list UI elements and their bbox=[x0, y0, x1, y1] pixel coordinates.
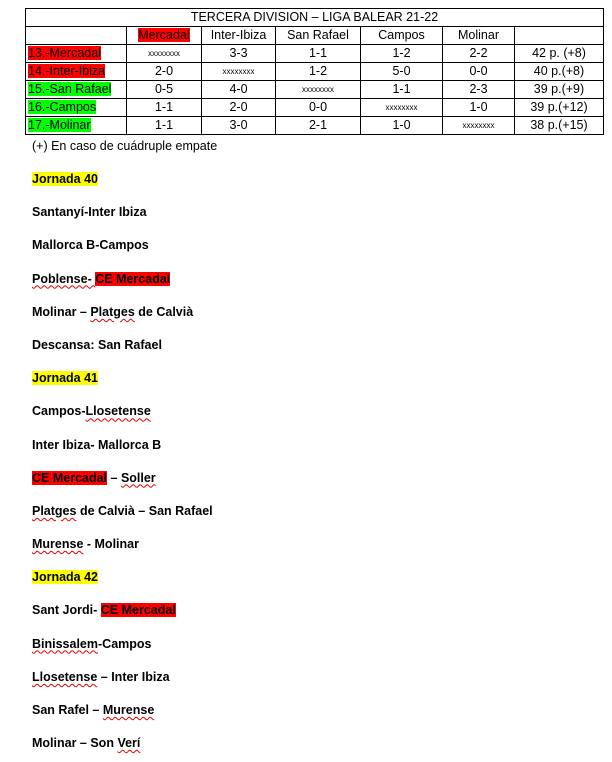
fixture bbox=[32, 438, 612, 453]
fixture-text: Santanyí-Inter Ibiza bbox=[32, 205, 147, 220]
fixture-text: Binissalem bbox=[32, 636, 99, 651]
fixture-text: Platges bbox=[90, 304, 135, 319]
fixture-text: Mallorca B-Campos bbox=[32, 238, 149, 253]
team-name: San Rafael bbox=[49, 82, 112, 96]
fixture bbox=[32, 603, 612, 618]
team-cell bbox=[26, 63, 127, 81]
round-heading bbox=[32, 570, 612, 585]
table-row bbox=[26, 81, 604, 99]
fixture-text: Jornada 41 bbox=[32, 371, 99, 386]
team-name: Inter-Ibiza bbox=[49, 64, 106, 78]
fixture-text: Murense bbox=[102, 703, 155, 717]
fixture-text: Molinar – bbox=[32, 304, 91, 319]
row-number: 15.- bbox=[28, 82, 50, 96]
fixture-text: Jornada 40 bbox=[32, 172, 99, 186]
score-cell: xxxxxxxx bbox=[443, 117, 515, 135]
row-number: 14.- bbox=[28, 64, 50, 78]
fixture-text: Molinar – Son bbox=[32, 736, 118, 751]
points-cell: 38 p.(+15) bbox=[515, 117, 604, 135]
fixture bbox=[32, 504, 612, 519]
team-cell bbox=[26, 81, 127, 99]
header-molinar: Molinar bbox=[443, 27, 515, 45]
score-cell: 2-0 bbox=[202, 99, 276, 117]
score-cell: 1-1 bbox=[276, 45, 361, 63]
row-number: 13.- bbox=[28, 46, 50, 60]
fixture-text: -Campos bbox=[98, 636, 152, 651]
fixture bbox=[32, 703, 612, 718]
fixture-text: Murense bbox=[32, 537, 84, 552]
table-row bbox=[26, 63, 604, 81]
score-cell: 1-0 bbox=[443, 99, 515, 117]
score-cell: xxxxxxxx bbox=[202, 63, 276, 81]
header-inter-ibiza: Inter-Ibiza bbox=[202, 27, 276, 45]
fixture-text: Descansa: San Rafael bbox=[32, 337, 162, 352]
score-cell: xxxxxxxx bbox=[361, 99, 443, 117]
score-cell: 0-0 bbox=[443, 63, 515, 81]
footnote: (+) En caso de cuádruple empate bbox=[32, 139, 218, 153]
points-cell: 39 p.(+12) bbox=[515, 99, 604, 117]
fixture-text: Platges bbox=[32, 503, 77, 518]
score-cell: 2-0 bbox=[127, 63, 202, 81]
fixture-text: Llosetense bbox=[85, 404, 151, 419]
fixture bbox=[32, 205, 612, 220]
score-cell: 2-2 bbox=[443, 45, 515, 63]
fixture-text: Sant Jordi- bbox=[32, 603, 101, 618]
team-name: Molinar bbox=[49, 118, 91, 132]
table-title: TERCERA DIVISION – LIGA BALEAR 21-22 bbox=[26, 9, 604, 27]
fixture bbox=[32, 338, 612, 353]
header-mercadal: Mercadal bbox=[138, 28, 190, 42]
score-cell: 1-1 bbox=[127, 117, 202, 135]
fixture bbox=[32, 404, 612, 419]
fixture bbox=[32, 471, 612, 486]
team-cell bbox=[26, 117, 127, 135]
fixture-text: Verí bbox=[117, 736, 141, 751]
score-cell: 3-0 bbox=[202, 117, 276, 135]
score-cell: 1-0 bbox=[361, 117, 443, 135]
score-cell: xxxxxxxx bbox=[127, 45, 202, 63]
row-number: 17.- bbox=[28, 118, 50, 132]
fixture bbox=[32, 272, 612, 287]
header-campos: Campos bbox=[361, 27, 443, 45]
score-cell: 1-2 bbox=[276, 63, 361, 81]
points-cell: 39 p.(+9) bbox=[515, 81, 604, 99]
score-cell: 5-0 bbox=[361, 63, 443, 81]
score-cell: 0-0 bbox=[276, 99, 361, 117]
fixture-text: CE Mercadal bbox=[100, 603, 176, 618]
score-cell: 4-0 bbox=[202, 81, 276, 99]
round-heading bbox=[32, 172, 612, 187]
score-cell: 2-1 bbox=[276, 117, 361, 135]
table-row bbox=[26, 45, 604, 63]
points-cell: 42 p. (+8) bbox=[515, 45, 604, 63]
fixture-text: Inter Ibiza- Mallorca B bbox=[32, 437, 162, 452]
fixture bbox=[32, 736, 612, 751]
team-name: Campos bbox=[49, 100, 97, 114]
team-name: Mercadal bbox=[49, 46, 101, 60]
header-san-rafael: San Rafael bbox=[276, 27, 361, 45]
row-number: 16.- bbox=[28, 100, 50, 114]
fixture-text: de Calvià – San Rafael bbox=[76, 503, 213, 518]
score-cell: 1-1 bbox=[127, 99, 202, 117]
team-cell bbox=[26, 45, 127, 63]
fixture bbox=[32, 238, 612, 253]
fixture bbox=[32, 670, 612, 685]
fixture bbox=[32, 537, 612, 552]
empty-header bbox=[515, 27, 604, 45]
fixtures bbox=[32, 172, 612, 751]
points-cell: 40 p.(+8) bbox=[515, 63, 604, 81]
score-cell: xxxxxxxx bbox=[276, 81, 361, 99]
header-cell bbox=[127, 27, 202, 45]
team-cell bbox=[26, 99, 127, 117]
fixture-text: Jornada 42 bbox=[32, 570, 99, 585]
fixture-text: Campos- bbox=[32, 404, 86, 419]
score-cell: 0-5 bbox=[127, 81, 202, 99]
round-heading bbox=[32, 371, 612, 386]
header-row bbox=[26, 27, 604, 45]
fixture-text: CE Mercadal bbox=[95, 271, 171, 286]
score-cell: 2-3 bbox=[443, 81, 515, 99]
standings-table bbox=[25, 8, 604, 135]
fixture-text: de Calvià bbox=[134, 304, 194, 319]
score-cell: 1-1 bbox=[361, 81, 443, 99]
fixture-text: – Inter Ibiza bbox=[97, 669, 170, 684]
fixture-text: – bbox=[107, 470, 121, 485]
score-cell: 3-3 bbox=[202, 45, 276, 63]
fixture-text: Llosetense bbox=[32, 669, 98, 684]
table-row bbox=[26, 99, 604, 117]
fixture-text: San Rafel – bbox=[32, 703, 103, 717]
fixture-text: CE Mercadal bbox=[32, 470, 108, 485]
fixture-text: Soller bbox=[120, 470, 156, 485]
fixture bbox=[32, 305, 612, 320]
score-cell: 1-2 bbox=[361, 45, 443, 63]
fixture-text: Poblense- bbox=[32, 271, 96, 286]
fixture bbox=[32, 637, 612, 652]
fixture-text: - Molinar bbox=[83, 537, 139, 552]
empty-header bbox=[26, 27, 127, 45]
table-row bbox=[26, 117, 604, 135]
